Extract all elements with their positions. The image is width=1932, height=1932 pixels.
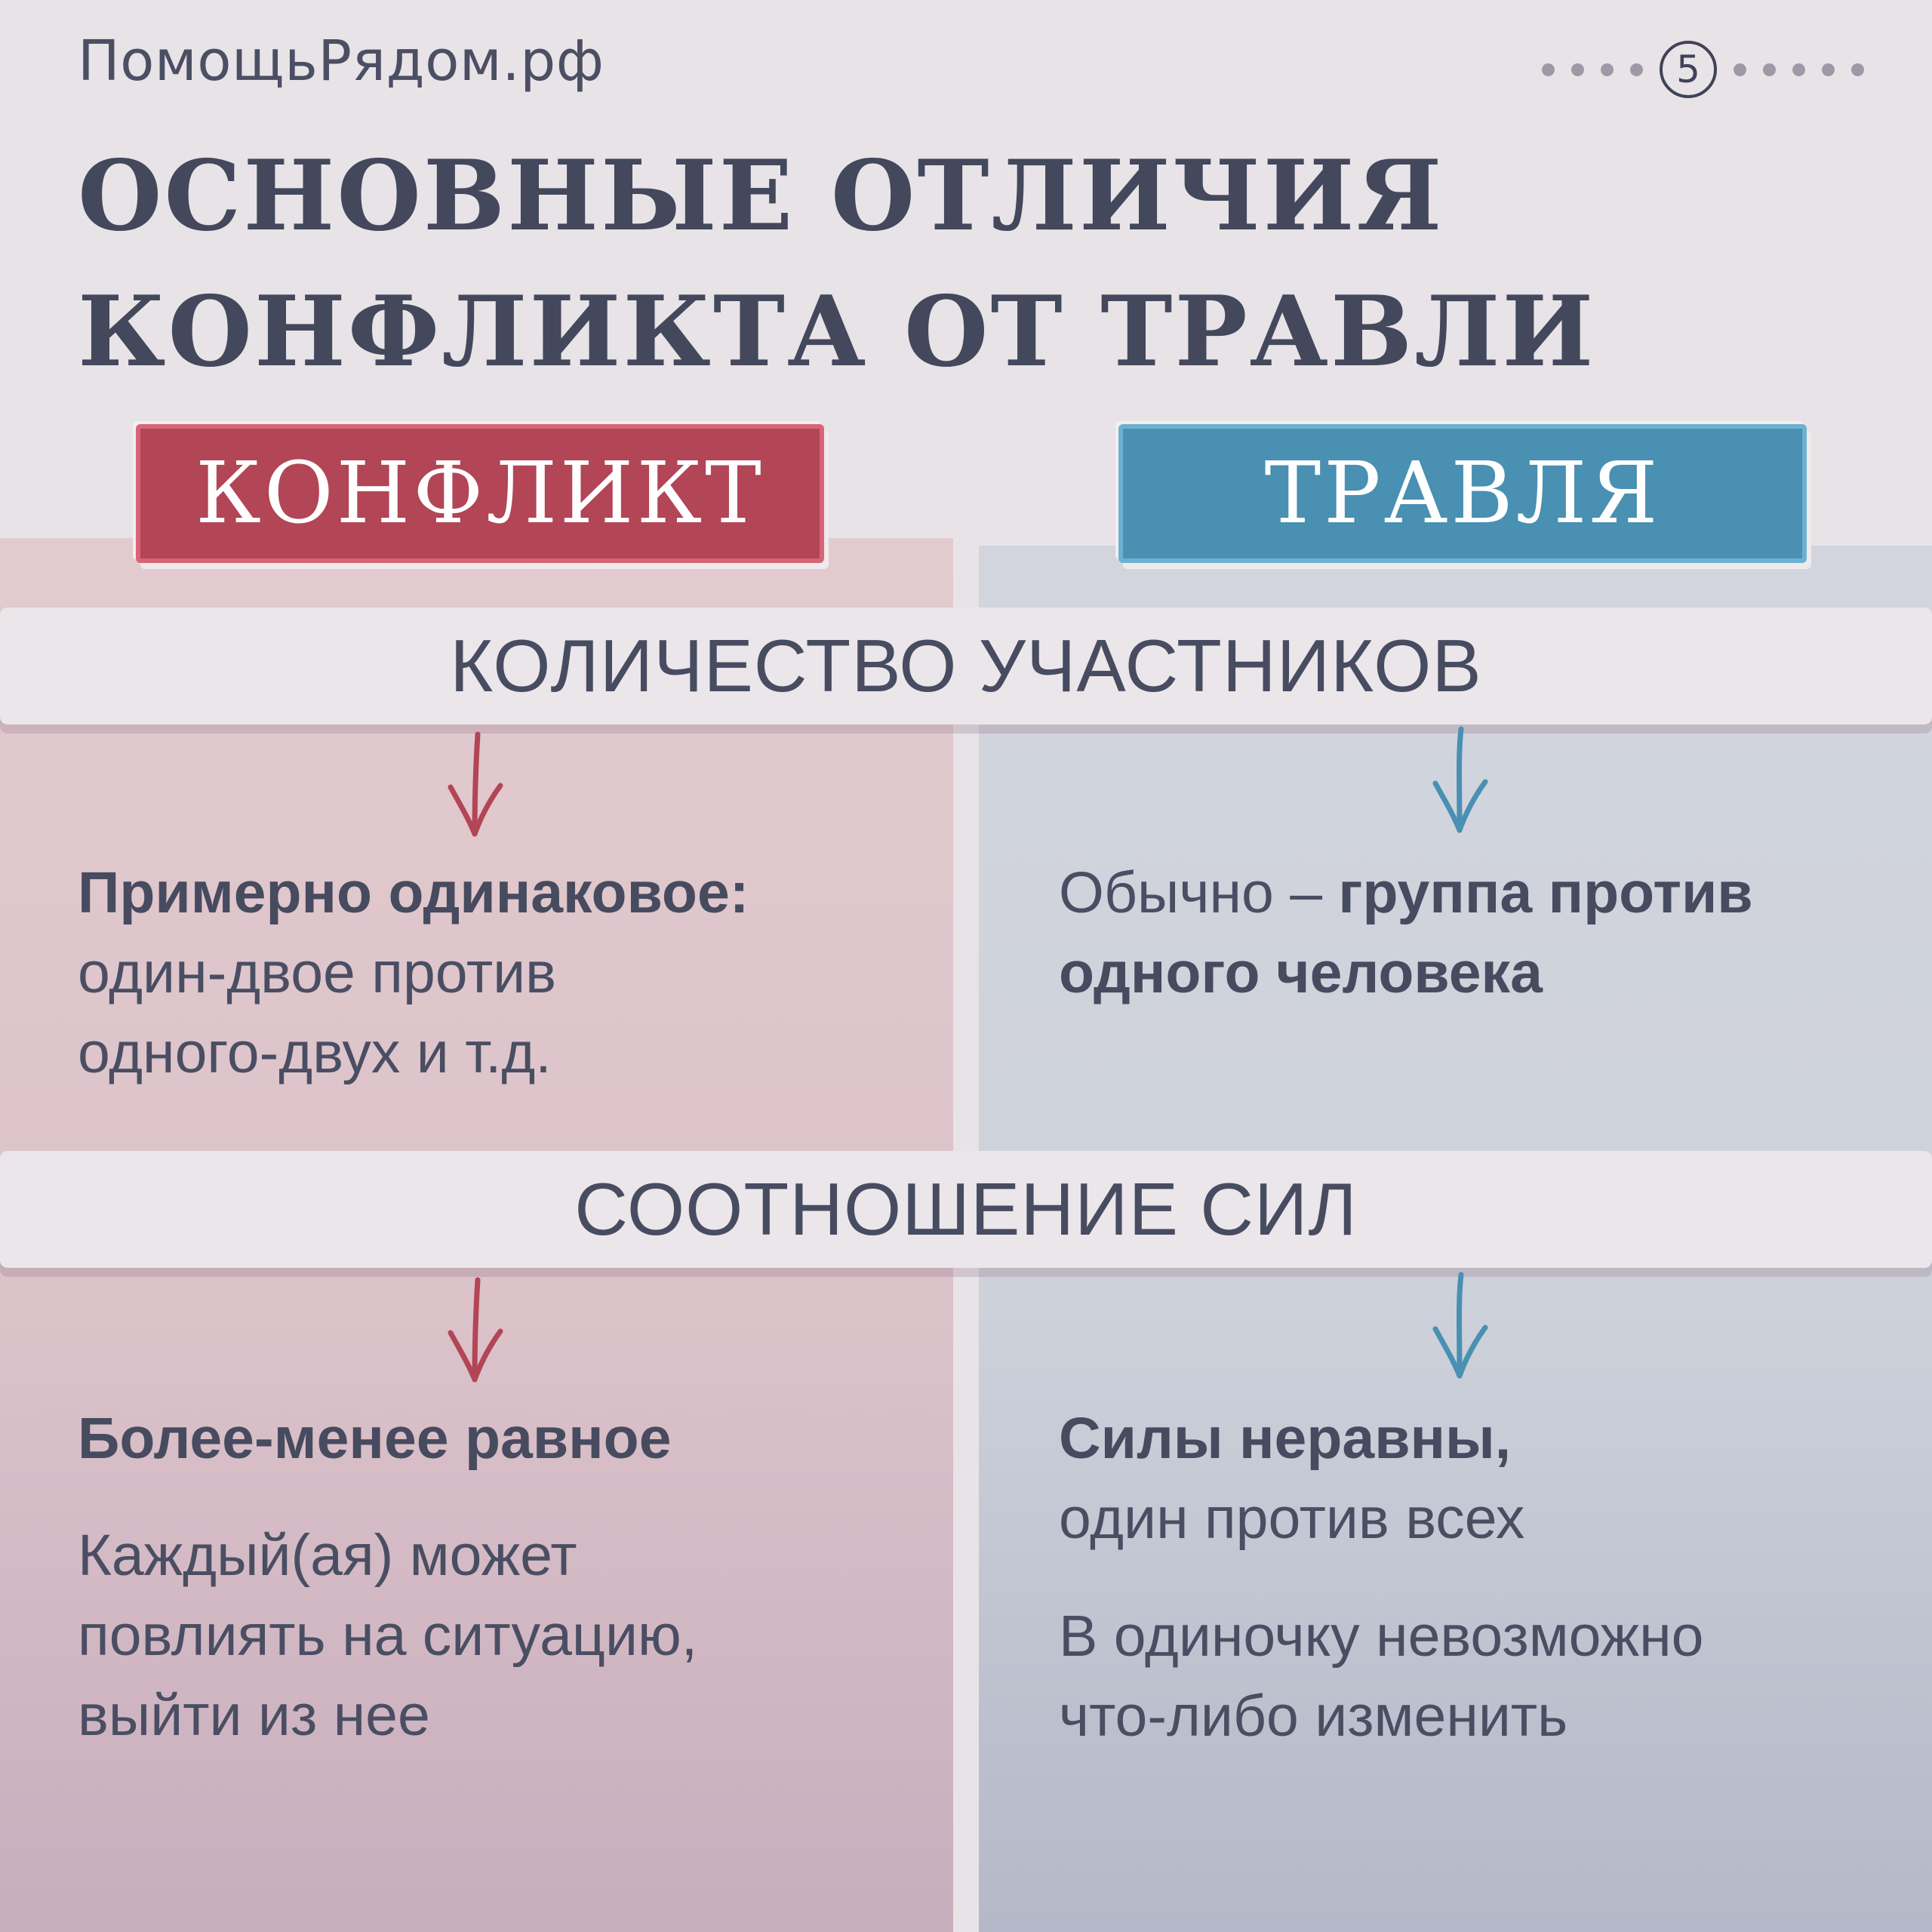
pager-dot [1571, 63, 1584, 76]
page-indicator [1542, 36, 1864, 103]
conflict-power-text [78, 1515, 946, 1755]
pager-dot [1630, 63, 1643, 76]
bullying-participants-regular: Обычно – [1059, 860, 1339, 925]
bullying-participants-bold: одного человека [1059, 940, 1543, 1005]
arrow-down-icon [1426, 1270, 1494, 1383]
bullying-power-line: один против всех [1059, 1486, 1525, 1551]
conflict-participants-line: один-двое против [78, 940, 557, 1005]
title-line-2: КОНФЛИКТА ОТ ТРАВЛИ [78, 275, 1596, 389]
conflict-power-heading [78, 1398, 672, 1478]
arrow-down-icon [1426, 724, 1494, 838]
pager-dot [1792, 63, 1805, 76]
bullying-power-text [1059, 1596, 1912, 1756]
pager-dot [1851, 63, 1864, 76]
pager-dot [1763, 63, 1776, 76]
conflict-power-line: повлиять на ситуацию, [78, 1603, 698, 1668]
pager-dot [1822, 63, 1835, 76]
current-page-number: 5 [1660, 41, 1717, 98]
arrow-down-icon [441, 1274, 509, 1387]
conflict-participants-text [78, 853, 946, 1093]
bullying-power-line: что-либо изменить [1059, 1684, 1568, 1749]
conflict-power-line: выйти из нее [78, 1683, 430, 1748]
pager-dot [1734, 63, 1746, 76]
site-name[interactable]: ПомощьРядом.рф [78, 29, 605, 94]
conflict-participants-line: одного-двух и т.д. [78, 1020, 552, 1085]
bullying-power-heading [1059, 1398, 1912, 1558]
bullying-power-bold: Силы неравны, [1059, 1406, 1512, 1471]
title-line-1: ОСНОВНЫЕ ОТЛИЧИЯ [78, 140, 1444, 253]
conflict-column-label: КОНФЛИКТ [136, 424, 824, 563]
page-title [78, 128, 1595, 400]
pager-dot [1542, 63, 1555, 76]
conflict-participants-bold: Примерно одинаковое: [78, 860, 749, 925]
conflict-power-bold: Более-менее равное [78, 1406, 672, 1471]
bullying-participants-bold: группа против [1338, 860, 1753, 925]
section-banner-power-balance: СООТНОШЕНИЕ СИЛ [0, 1151, 1932, 1268]
bullying-column-label: ТРАВЛЯ [1118, 424, 1807, 563]
pager-dot [1601, 63, 1614, 76]
arrow-down-icon [441, 728, 509, 841]
section-banner-participants: КОЛИЧЕСТВО УЧАСТНИКОВ [0, 608, 1932, 724]
bullying-power-line: В одиночку невозможно [1059, 1604, 1704, 1669]
conflict-power-line: Каждый(ая) может [78, 1523, 577, 1588]
bullying-participants-text [1059, 853, 1912, 1013]
